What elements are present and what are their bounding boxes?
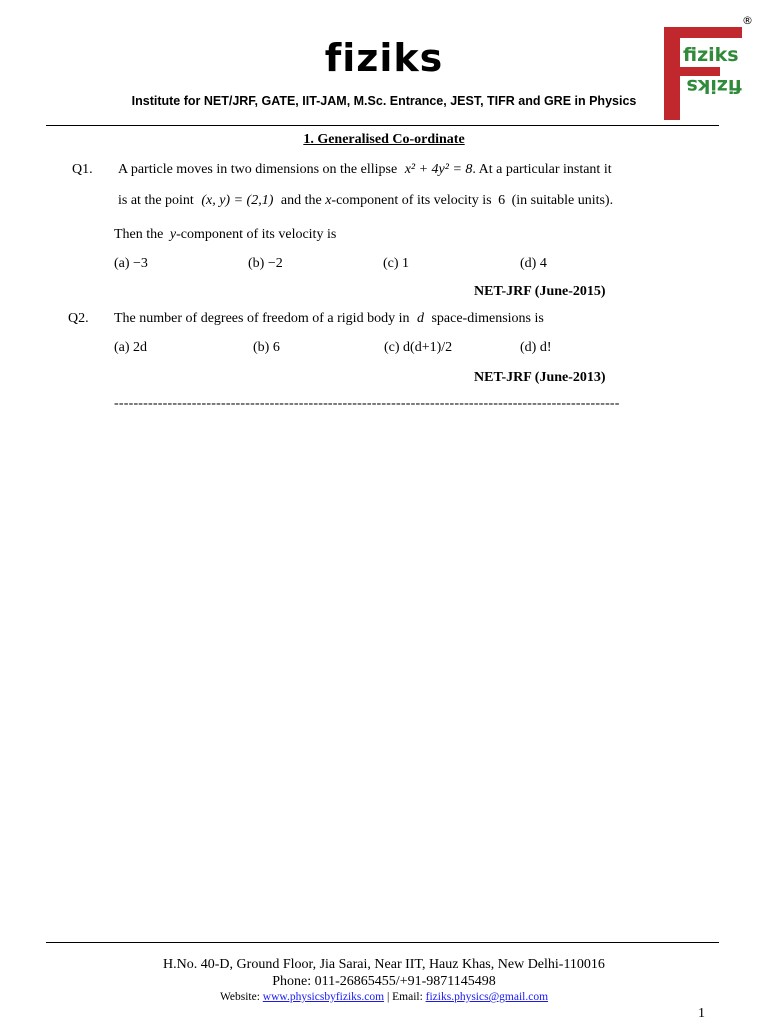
q2-option-b: (b) 6 — [253, 340, 280, 355]
brand-title: fiziks — [324, 36, 444, 80]
logo-f-top-bar — [664, 27, 742, 38]
q1-line2 — [118, 193, 613, 209]
q2-option-d: (d) d! — [520, 340, 552, 355]
q1-line3 — [114, 227, 336, 243]
logo-mirror-text: fiziks — [686, 75, 742, 97]
fiziks-logo — [664, 27, 742, 120]
logo-text: fiziks — [683, 44, 739, 66]
registered-mark: ® — [742, 14, 753, 27]
section-title: 1. Generalised Co-ordinate — [303, 132, 465, 147]
q1-line2-val: 6 — [498, 193, 506, 208]
header-rule — [46, 125, 719, 126]
q1-source: NET-JRF (June-2015) — [474, 284, 606, 299]
q1-option-c: (c) 1 — [383, 256, 410, 271]
website-link[interactable]: www.physicsbyfiziks.com — [262, 991, 385, 1003]
page-number: 1 — [698, 1006, 705, 1021]
q1-text-a: A particle moves in two dimensions on the ellipse — [118, 162, 398, 177]
footer-contact — [0, 991, 768, 1003]
q2-text-b: space-dimensions is — [431, 311, 544, 326]
q2-source: NET-JRF (June-2013) — [474, 370, 606, 385]
q2-number: Q2. — [68, 311, 89, 326]
q1-line2-a: is at the point — [118, 193, 194, 208]
q1-option-d: (d) 4 — [520, 256, 547, 271]
email-link[interactable]: fiziks.physics@gmail.com — [425, 991, 549, 1003]
q1-option-b: (b) −2 — [248, 256, 283, 271]
q1-line3-var: y — [169, 227, 177, 242]
q1-equation-ellipse: x² + 4y² = 8 — [404, 162, 473, 177]
q1-line2-c: -component of its velocity is — [331, 193, 492, 208]
q1-line1 — [118, 162, 612, 178]
q2-option-c: (c) d(d+1)/2 — [384, 340, 453, 355]
q1-line3-b: -component of its velocity is — [176, 227, 337, 242]
q2-var-d: d — [416, 311, 424, 326]
footer-phone: Phone: 011-26865455/+91-9871145498 — [272, 974, 496, 989]
dashed-separator: -------------------------------------------------------------------------------------------------------- — [114, 396, 620, 411]
logo-f-mid-bar — [664, 67, 720, 76]
q1-line2-var: x — [325, 193, 332, 208]
q1-option-a: (a) −3 — [114, 256, 148, 271]
q2-option-a: (a) 2d — [114, 340, 148, 355]
footer-address: H.No. 40-D, Ground Floor, Jia Sarai, Near IIT, Hauz Khas, New Delhi-110016 — [163, 957, 605, 972]
email-label: | Email: — [386, 991, 423, 1003]
q2-text-a: The number of degrees of freedom of a rigid body in — [114, 311, 410, 326]
website-label: Website: — [219, 991, 260, 1003]
q1-text-b: . At a particular instant it — [472, 162, 612, 177]
q1-line2-d: (in suitable units). — [511, 193, 614, 208]
q2-line1 — [114, 311, 544, 327]
q1-line2-b: and the — [280, 193, 322, 208]
q1-number: Q1. — [72, 162, 93, 177]
q1-line3-a: Then the — [114, 227, 164, 242]
footer-rule — [46, 942, 719, 943]
q1-equation-point: (x, y) = (2,1) — [201, 193, 274, 208]
tagline: Institute for NET/JRF, GATE, IIT-JAM, M.Sc. Entrance, JEST, TIFR and GRE in Physics — [131, 94, 637, 108]
